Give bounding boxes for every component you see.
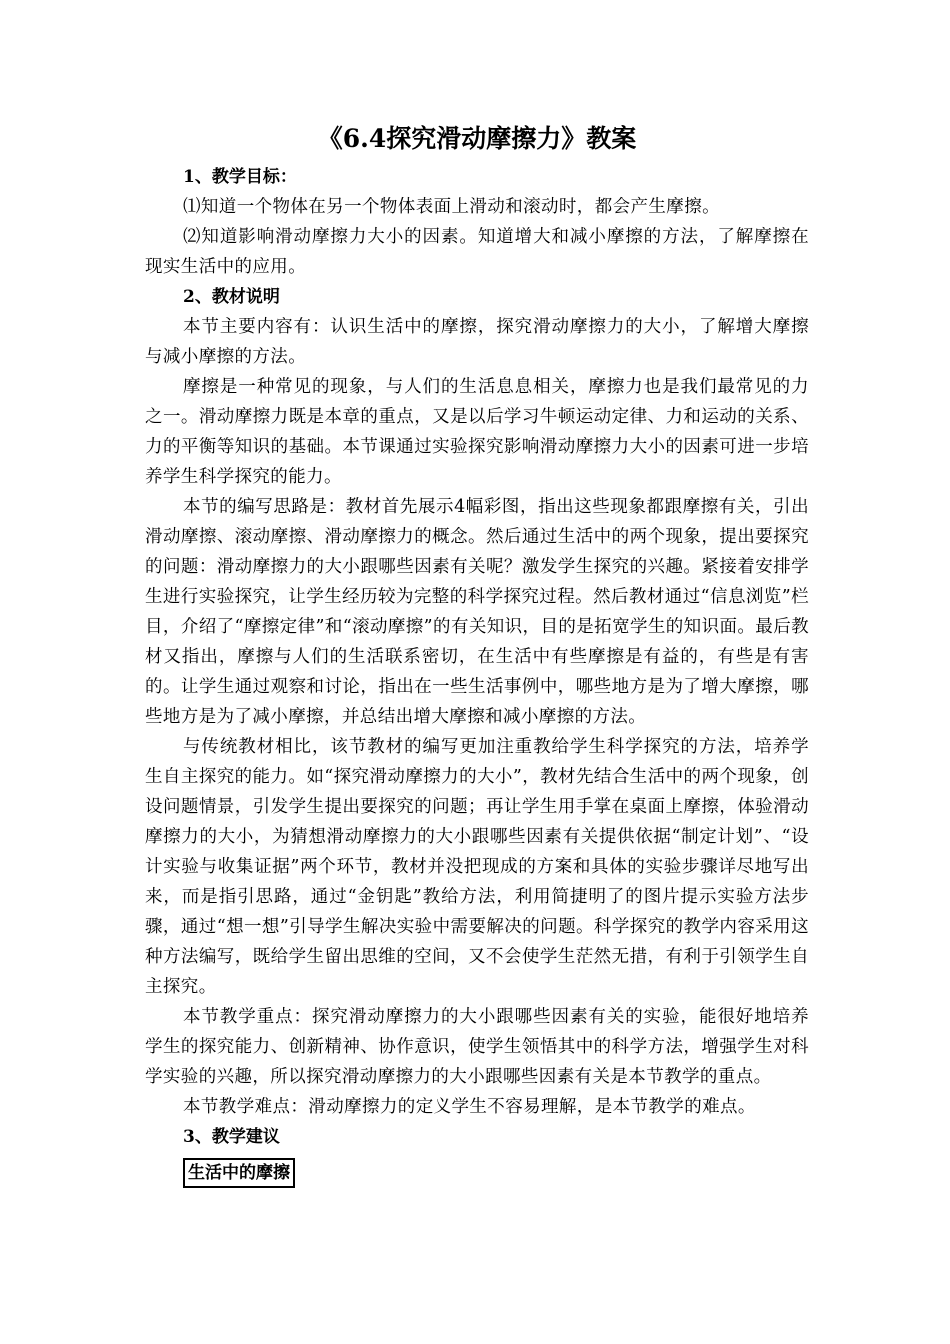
goal-item-1: ⑴知道一个物体在另一个物体表面上滑动和滚动时，都会产生摩擦。: [183, 197, 720, 217]
document-title: 《6.4探究滑动摩擦力》教案: [317, 124, 637, 153]
section-heading-material-notes: 2、教材说明: [183, 287, 280, 307]
paragraph-friction-importance: 摩擦是一种常见的现象，与人们的生活息息相关，摩擦力也是我们最常见的力之一。滑动摩擦力既是本章的重点，又是以后学习牛顿运动定律、力和运动的关系、力的平衡等知识的基础。本节课通过实验探究影响滑动摩擦力大小的因素可进一步培养学生科学探究的能力。: [145, 377, 809, 487]
section-heading-teaching-suggestions: 3、教学建议: [183, 1127, 280, 1147]
paragraph-difficulty: 本节教学难点：滑动摩擦力的定义学生不容易理解，是本节教学的难点。: [183, 1097, 756, 1117]
document-page: [145, 118, 809, 1188]
paragraph-key-point: 本节教学重点：探究滑动摩擦力的大小跟哪些因素有关的实验，能很好地培养学生的探究能力、创新精神、协作意识，使学生领悟其中的科学方法，增强学生对科学实验的兴趣，所以探究滑动摩擦力的大小跟哪些因素有关是本节教学的重点。: [145, 1007, 809, 1087]
paragraph-writing-approach: 本节的编写思路是：教材首先展示4幅彩图，指出这些现象都跟摩擦有关，引出滑动摩擦、滚动摩擦、滑动摩擦力的概念。然后通过生活中的两个现象，提出要探究的问题：滑动摩擦力的大小跟哪些因素有关呢？激发学生探究的兴趣。紧接着安排学生进行实验探究，让学生经历较为完整的科学探究过程。然后教材通过“信息浏览”栏目，介绍了“摩擦定律”和“滚动摩擦”的有关知识，目的是拓宽学生的知识面。最后教材又指出，摩擦与人们的生活联系密切，在生活中有些摩擦是有益的，有些是有害的。让学生通过观察和讨论，指出在一些生活事例中，哪些地方是为了增大摩擦，哪些地方是为了减小摩擦，并总结出增大摩擦和减小摩擦的方法。: [145, 497, 809, 727]
section-heading-teaching-goals: 1、教学目标：: [183, 167, 297, 187]
boxed-subheading: 生活中的摩擦: [183, 1158, 295, 1188]
boxed-label-wrapper: [145, 1158, 809, 1188]
goal-item-2: ⑵知道影响滑动摩擦力大小的因素。知道增大和减小摩擦的方法，了解摩擦在现实生活中的应用。: [145, 227, 809, 277]
paragraph-comparison: 与传统教材相比，该节教材的编写更加注重教给学生科学探究的方法，培养学生自主探究的能力。如“探究滑动摩擦力的大小”，教材先结合生活中的两个现象，创设问题情景，引发学生提出要探究的问题；再让学生用手掌在桌面上摩擦，体验滑动摩擦力的大小，为猜想滑动摩擦力的大小跟哪些因素有关提供依据“制定计划”、“设计实验与收集证据”两个环节，教材并没把现成的方案和具体的实验步骤详尽地写出来，而是指引思路，通过“金钥匙”教给方法，利用简捷明了的图片提示实验方法步骤，通过“想一想”引导学生解决实验中需要解决的问题。科学探究的教学内容采用这种方法编写，既给学生留出思维的空间，又不会使学生茫然无措，有利于引领学生自主探究。: [145, 737, 809, 997]
paragraph-main-content: 本节主要内容有：认识生活中的摩擦，探究滑动摩擦力的大小，了解增大摩擦与减小摩擦的方法。: [145, 317, 809, 367]
